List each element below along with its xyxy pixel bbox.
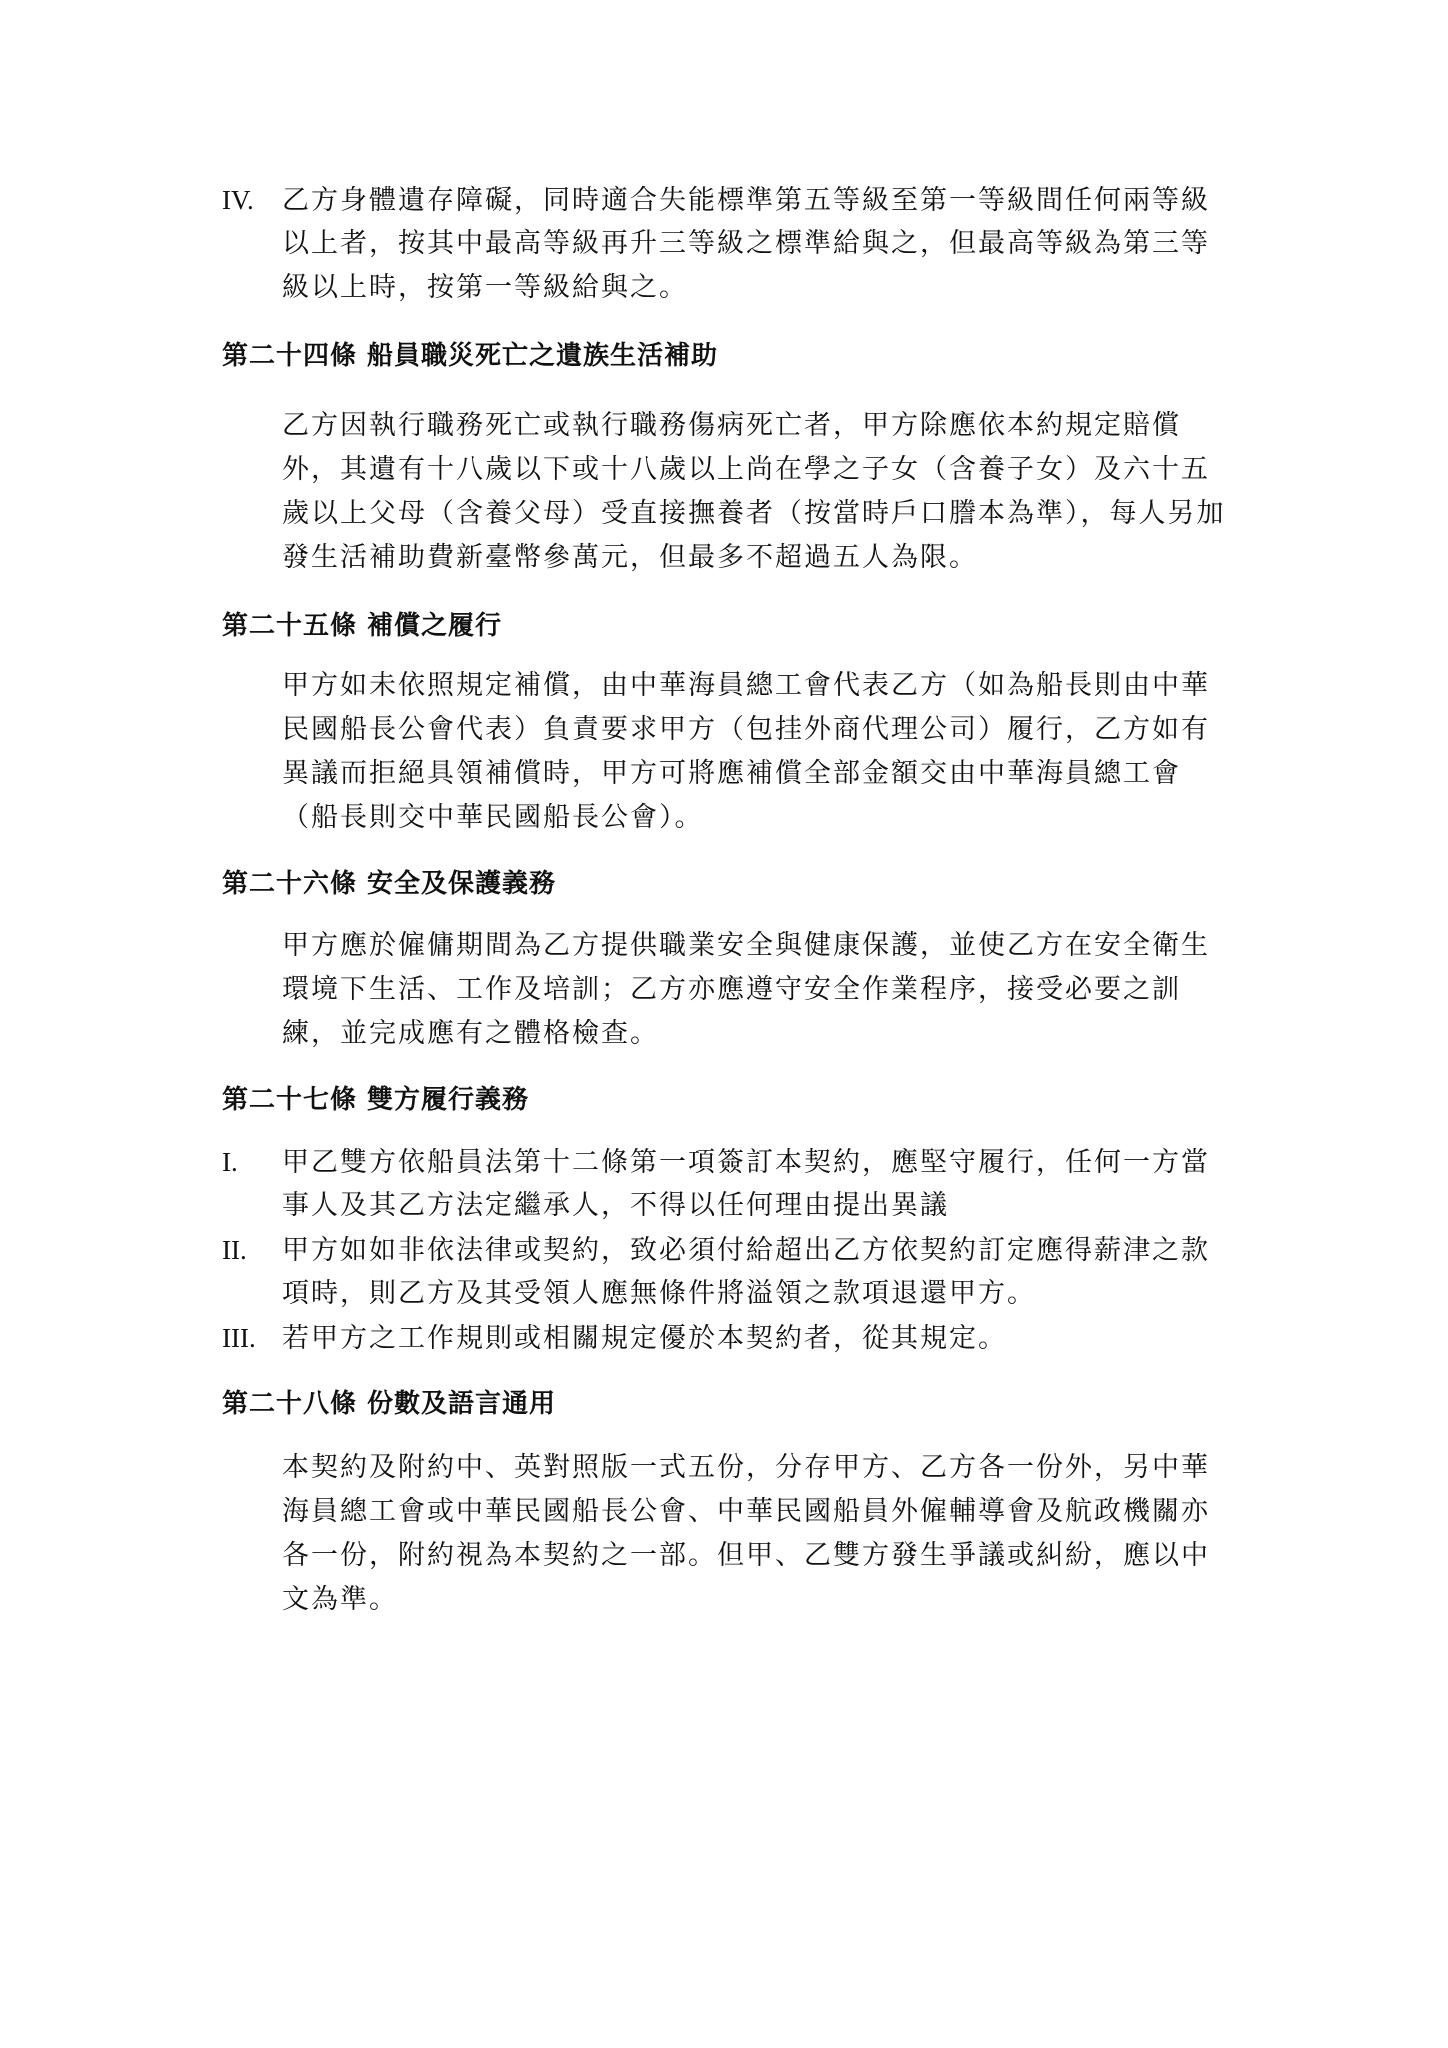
sec27-item2-line-1: II. 甲方如如非依法律或契約，致必須付給超出乙方依契約訂定應得薪津之款: [222, 1232, 1210, 1269]
sec24-line-4: 發生活補助費新臺幣參萬元，但最多不超過五人為限。: [282, 542, 978, 573]
sec26-line-1: 甲方應於僱傭期間為乙方提供職業安全與健康保護，並使乙方在安全衛生: [282, 930, 1210, 961]
sec27-item1-line-2: 事人及其乙方法定繼承人，不得以任何理由提出異議: [282, 1190, 949, 1221]
sec28-line-4: 文為準。: [282, 1584, 398, 1615]
sec27-item1-line-1: I. 甲乙雙方依船員法第十二條第一項簽訂本契約，應堅守履行，任何一方當: [222, 1144, 1210, 1181]
sec26-line-3: 練，並完成應有之體格檢查。: [282, 1018, 659, 1049]
sec25-line-2: 民國船長公會代表）負責要求甲方（包挂外商代理公司）履行，乙方如有: [282, 714, 1210, 745]
sec25-line-3: 異議而拒絕具領補償時，甲方可將應補償全部金額交由中華海員總工會: [282, 758, 1181, 789]
sec23-item4-line-2: 以上者，按其中最高等級再升三等級之標準給與之，但最高等級為第三等: [282, 228, 1210, 259]
sec24-line-2: 外，其遺有十八歲以下或十八歲以上尚在學之子女（含養子女）及六十五: [282, 454, 1210, 485]
sec23-item4-line-1: IV. 乙方身體遺存障礙，同時適合失能標準第五等級至第一等級間任何兩等級: [222, 182, 1210, 219]
sec26-line-2: 環境下生活、工作及培訓；乙方亦應遵守安全作業程序，接受必要之訓: [282, 974, 1181, 1005]
sec28-line-2: 海員總工會或中華民國船長公會、中華民國船員外僱輔導會及航政機關亦: [282, 1496, 1210, 1527]
sec23-item4-number: IV.: [222, 185, 254, 215]
sec25-heading: 第二十五條 補償之履行: [222, 611, 503, 641]
sec27-item2-number: II.: [222, 1235, 247, 1265]
sec26-heading: 第二十六條 安全及保護義務: [222, 869, 557, 899]
sec24-line-1: 乙方因執行職務死亡或執行職務傷病死亡者，甲方除應依本約規定賠償: [282, 410, 1181, 441]
sec24-line-3: 歲以上父母（含養父母）受直接撫養者（按當時戶口謄本為準），每人另加: [282, 498, 1226, 529]
sec25-line-1: 甲方如未依照規定補償，由中華海員總工會代表乙方（如為船長則由中華: [282, 670, 1210, 701]
sec27-heading: 第二十七條 雙方履行義務: [222, 1085, 530, 1115]
sec28-line-3: 各一份，附約視為本契約之一部。但甲、乙雙方發生爭議或糾紛，應以中: [282, 1540, 1210, 1571]
sec24-heading: 第二十四條 船員職災死亡之遺族生活補助: [222, 341, 719, 371]
sec28-heading: 第二十八條 份數及語言通用: [222, 1389, 557, 1419]
sec27-item2-line-2: 項時，則乙方及其受領人應無條件將溢領之款項退還甲方。: [282, 1278, 1036, 1309]
sec23-item4-line-3: 級以上時，按第一等級給與之。: [282, 272, 688, 303]
sec28-line-1: 本契約及附約中、英對照版一式五份，分存甲方、乙方各一份外，另中華: [282, 1452, 1210, 1483]
sec27-item3-number: III.: [222, 1323, 256, 1353]
sec25-line-4: （船長則交中華民國船長公會）。: [282, 802, 704, 833]
sec27-item1-number: I.: [222, 1147, 238, 1177]
sec27-item3-line-1: III. 若甲方之工作規則或相關規定優於本契約者，從其規定。: [222, 1320, 1007, 1357]
